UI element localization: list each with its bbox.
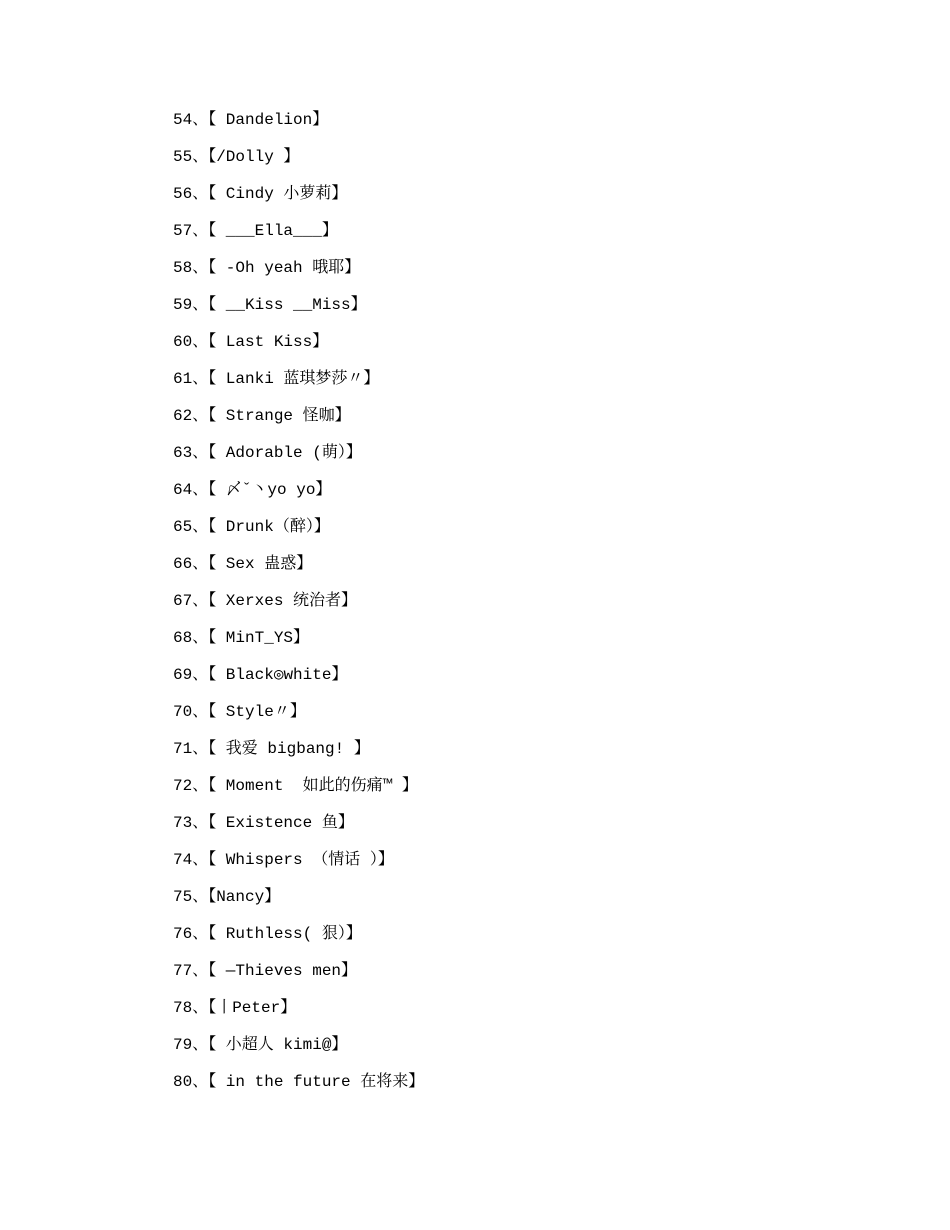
list-item: 68、【 MinT_YS】 [173, 629, 310, 647]
list-item: 69、【 Black◎white】 [173, 666, 348, 684]
list-item: 74、【 Whispers （情话 ）】 [173, 851, 394, 869]
list-item: 57、【 ___Ella___】 [173, 222, 338, 240]
list-item: 70、【 Style〃】 [173, 703, 306, 721]
list-item: 59、【 __Kiss __Miss】 [173, 296, 367, 314]
list-item: 60、【 Last Kiss】 [173, 333, 329, 351]
list-item: 77、【 —Thieves men】 [173, 962, 358, 980]
list-item: 66、【 Sex 蛊惑】 [173, 555, 313, 573]
list-item: 54、【 Dandelion】 [173, 111, 329, 129]
list-item: 63、【 Adorable (萌）】 [173, 444, 362, 462]
list-item: 58、【 -Oh yeah 哦耶】 [173, 259, 361, 277]
list-item: 62、【 Strange 怪咖】 [173, 407, 351, 425]
list-item: 80、【 in the future 在将来】 [173, 1073, 425, 1091]
list-item: 71、【 我爱 bigbang! 】 [173, 740, 370, 758]
list-item: 76、【 Ruthless( 狠）】 [173, 925, 362, 943]
list-item: 56、【 Cindy 小萝莉】 [173, 185, 348, 203]
list-item: 64、【 〆ˇ丶yo yo】 [173, 481, 332, 499]
name-list [173, 106, 424, 1105]
list-item: 65、【 Drunk（醉）】 [173, 518, 330, 536]
list-item: 75、【Nancy】 [173, 888, 281, 906]
list-item: 55、【/Dolly 】 [173, 148, 300, 166]
list-item: 72、【 Moment 如此的伤痛™ 】 [173, 777, 418, 795]
list-item: 78、【丨Peter】 [173, 999, 297, 1017]
list-item: 73、【 Existence 鱼】 [173, 814, 354, 832]
list-item: 79、【 小超人 kimi@】 [173, 1036, 348, 1054]
list-item: 67、【 Xerxes 统治者】 [173, 592, 358, 610]
list-item: 61、【 Lanki 蓝琪梦莎〃】 [173, 370, 380, 388]
